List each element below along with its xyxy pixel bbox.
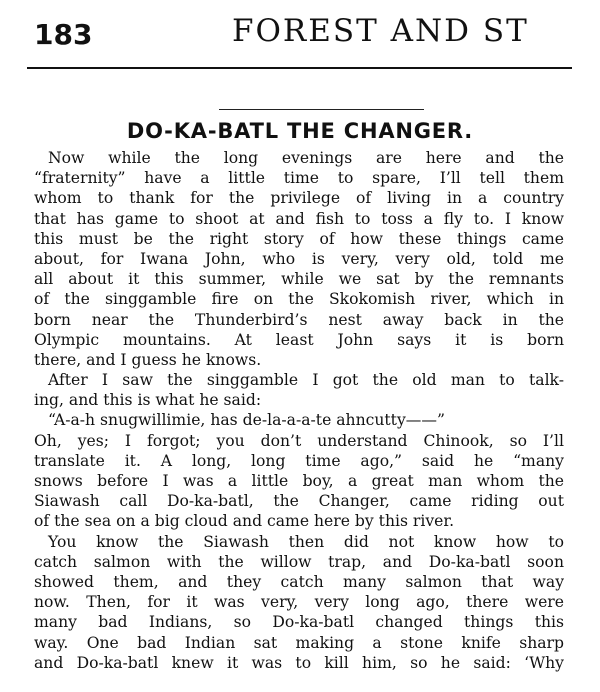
body-line: there, and I guess he knows. [34, 350, 262, 369]
article-body [34, 148, 564, 673]
page-header [0, 0, 600, 70]
body-line: “fraternity” have a little time to spare, I’ll tell them [34, 169, 564, 188]
body-line: showed them, and they catch many salmon that way [34, 572, 564, 591]
body-line: born near the Thunderbird’s nest away back in the [34, 310, 564, 329]
body-line: about, for Iwana John, who is very, very old, told me [34, 249, 564, 268]
body-line: After I saw the singgamble I got the old man to talk- [48, 371, 564, 390]
body-line: translate it. A long, long time ago,” said he “many [34, 451, 564, 470]
body-line: whom to thank for the privilege of living in a country [34, 189, 564, 208]
body-line: catch salmon with the willow trap, and Do-ka-batl soon [34, 552, 564, 571]
running-head: FOREST AND ST [232, 13, 529, 49]
body-line: this must be the right story of how these things came [34, 229, 564, 248]
body-line: and Do-ka-batl knew it was to kill him, so he said: ‘Why [34, 653, 564, 672]
body-line: that has game to shoot at and fish to toss a fly to. I know [34, 209, 564, 228]
page-number: 183 [34, 18, 93, 51]
article-title: DO-KA-BATL THE CHANGER. [126, 119, 474, 143]
body-line: of the singgamble fire on the Skokomish river, which in [34, 290, 564, 309]
body-line: Olympic mountains. At least John says it is born [34, 330, 564, 349]
body-line: Siawash call Do-ka-batl, the Changer, came riding out [34, 492, 564, 511]
body-line: You know the Siawash then did not know how to [48, 532, 564, 551]
body-line: of the sea on a big cloud and came here by this river. [34, 512, 455, 531]
header-rule [27, 67, 572, 69]
body-line: many bad Indians, so Do-ka-batl changed things this [34, 613, 564, 632]
body-line: all about it this summer, while we sat by the remnants [34, 270, 564, 289]
body-line: “A-a-h snugwillimie, has de-la-a-a-te ahncutty——” [48, 411, 445, 430]
body-line: way. One bad Indian sat making a stone knife sharp [34, 633, 564, 652]
body-line: ing, and this is what he said: [34, 391, 262, 410]
body-line: Now while the long evenings are here and the [48, 149, 564, 167]
body-line: snows before I was a little boy, a great man whom the [34, 472, 564, 490]
body-line: Oh, yes; I forgot; you don’t understand Chinook, so I’ll [34, 431, 564, 450]
title-rule [219, 109, 424, 110]
body-line: now. Then, for it was very, very long ago, there were [34, 593, 564, 612]
